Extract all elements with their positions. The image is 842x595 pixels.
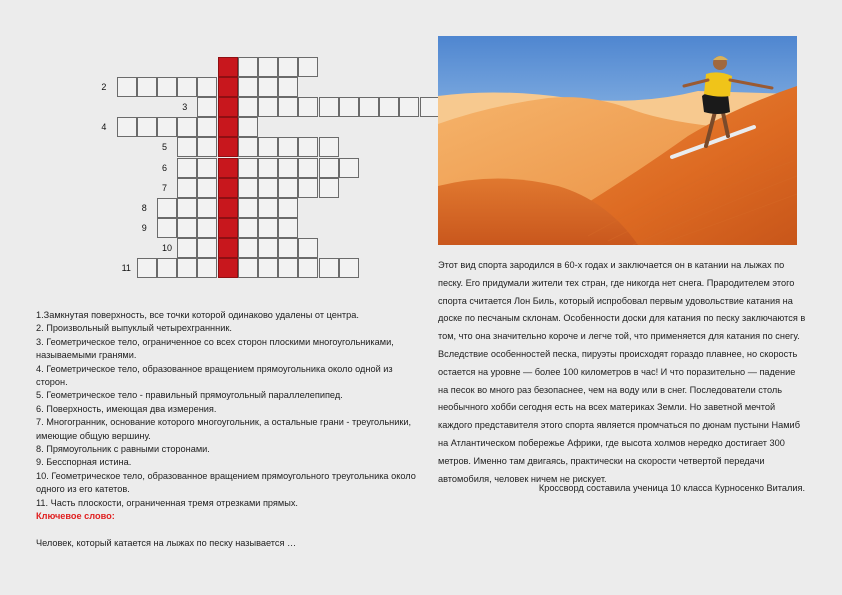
crossword-cell[interactable] bbox=[298, 137, 318, 157]
clue-number: 7 bbox=[162, 182, 168, 193]
crossword-cell[interactable] bbox=[157, 117, 177, 137]
crossword-cell[interactable] bbox=[319, 158, 339, 178]
crossword-cell[interactable] bbox=[258, 198, 278, 218]
crossword-cell[interactable] bbox=[238, 258, 258, 278]
crossword-cell[interactable] bbox=[197, 117, 217, 137]
keyword-label: Ключевое слово: bbox=[36, 511, 115, 522]
crossword-cell[interactable] bbox=[238, 198, 258, 218]
crossword-cell[interactable] bbox=[339, 258, 359, 278]
crossword-cell[interactable] bbox=[238, 57, 258, 77]
author-credit: Кроссворд составила ученица 10 класса Курносенко Виталия. bbox=[538, 483, 805, 493]
keyword-cell[interactable] bbox=[218, 158, 238, 178]
crossword-cell[interactable] bbox=[177, 238, 197, 258]
crossword-cell[interactable] bbox=[258, 258, 278, 278]
crossword-cell[interactable] bbox=[197, 238, 217, 258]
crossword-cell[interactable] bbox=[278, 198, 298, 218]
clue-number: 5 bbox=[162, 142, 168, 153]
clue-item: 9. Бесспорная истина. bbox=[36, 457, 132, 468]
keyword-cell[interactable] bbox=[218, 57, 238, 77]
crossword-cell[interactable] bbox=[238, 137, 258, 157]
crossword-cell[interactable] bbox=[420, 97, 440, 117]
crossword-cell[interactable] bbox=[258, 238, 278, 258]
clue-number: 10 bbox=[162, 242, 173, 253]
crossword-cell[interactable] bbox=[197, 198, 217, 218]
keyword-cell[interactable] bbox=[218, 238, 238, 258]
keyword-cell[interactable] bbox=[218, 258, 238, 278]
crossword-cell[interactable] bbox=[137, 77, 157, 97]
crossword-cell[interactable] bbox=[238, 77, 258, 97]
crossword-cell[interactable] bbox=[339, 158, 359, 178]
crossword-cell[interactable] bbox=[278, 258, 298, 278]
keyword-cell[interactable] bbox=[218, 97, 238, 117]
clue-number: 9 bbox=[141, 222, 147, 233]
article-text bbox=[438, 257, 808, 488]
crossword-cell[interactable] bbox=[278, 137, 298, 157]
crossword-cell[interactable] bbox=[177, 77, 197, 97]
crossword-cell[interactable] bbox=[319, 178, 339, 198]
crossword-cell[interactable] bbox=[298, 57, 318, 77]
crossword-cell[interactable] bbox=[177, 258, 197, 278]
keyword-cell[interactable] bbox=[218, 117, 238, 137]
crossword-cell[interactable] bbox=[359, 97, 379, 117]
crossword-cell[interactable] bbox=[238, 218, 258, 238]
crossword-cell[interactable] bbox=[197, 178, 217, 198]
crossword-cell[interactable] bbox=[278, 238, 298, 258]
clue-item: 11. Часть плоскости, ограниченная тремя отрезками прямых. bbox=[36, 497, 298, 508]
crossword-cell[interactable] bbox=[157, 258, 177, 278]
crossword-cell[interactable] bbox=[238, 238, 258, 258]
keyword-cell[interactable] bbox=[218, 77, 238, 97]
crossword-cell[interactable] bbox=[137, 117, 157, 137]
clue-items bbox=[36, 309, 416, 510]
crossword-cell[interactable] bbox=[197, 137, 217, 157]
crossword-cell[interactable] bbox=[177, 117, 197, 137]
keyword-cell[interactable] bbox=[218, 137, 238, 157]
crossword-cell[interactable] bbox=[258, 77, 278, 97]
crossword-cell[interactable] bbox=[298, 97, 318, 117]
crossword-cell[interactable] bbox=[278, 77, 298, 97]
crossword-cell[interactable] bbox=[399, 97, 419, 117]
crossword-cell[interactable] bbox=[197, 258, 217, 278]
crossword-cell[interactable] bbox=[177, 198, 197, 218]
crossword-cell[interactable] bbox=[177, 178, 197, 198]
clue-item: 6. Поверхность, имеющая два измерения. bbox=[36, 403, 217, 414]
crossword-cell[interactable] bbox=[238, 97, 258, 117]
keyword-cell[interactable] bbox=[218, 178, 238, 198]
clue-number: 3 bbox=[182, 102, 188, 113]
crossword-cell[interactable] bbox=[319, 137, 339, 157]
crossword-cell[interactable] bbox=[157, 218, 177, 238]
crossword-cell[interactable] bbox=[197, 218, 217, 238]
crossword-cell[interactable] bbox=[258, 57, 278, 77]
final-question: Человек, который катается на лыжах по песку называется … bbox=[36, 537, 297, 548]
crossword-grid bbox=[0, 0, 420, 300]
crossword-cell[interactable] bbox=[197, 77, 217, 97]
crossword-cell[interactable] bbox=[197, 97, 217, 117]
keyword-cell[interactable] bbox=[218, 198, 238, 218]
crossword-cell[interactable] bbox=[319, 258, 339, 278]
crossword-cell[interactable] bbox=[258, 158, 278, 178]
crossword-cell[interactable] bbox=[379, 97, 399, 117]
crossword-cell[interactable] bbox=[278, 57, 298, 77]
crossword-cell[interactable] bbox=[157, 77, 177, 97]
crossword-cell[interactable] bbox=[238, 178, 258, 198]
crossword-cell[interactable] bbox=[258, 178, 278, 198]
clue-number: 6 bbox=[162, 162, 168, 173]
crossword-cell[interactable] bbox=[278, 97, 298, 117]
crossword-cell[interactable] bbox=[278, 218, 298, 238]
keyword-cell[interactable] bbox=[218, 218, 238, 238]
crossword-cell[interactable] bbox=[339, 97, 359, 117]
crossword-cell[interactable] bbox=[117, 77, 137, 97]
sandboarding-photo bbox=[438, 36, 797, 245]
crossword-cell[interactable] bbox=[278, 178, 298, 198]
clue-number: 11 bbox=[121, 263, 131, 273]
clue-item: 7. Многогранник, основание которого многоугольник, а остальные грани - треугольники, имеющие общую вершину. bbox=[36, 417, 412, 441]
crossword-cell[interactable] bbox=[298, 258, 318, 278]
desert-image bbox=[438, 36, 797, 245]
crossword-cell[interactable] bbox=[238, 158, 258, 178]
crossword-cell[interactable] bbox=[258, 137, 278, 157]
clue-item: 8. Прямоугольник с равными сторонами. bbox=[36, 444, 210, 455]
crossword-cell[interactable] bbox=[319, 97, 339, 117]
clue-item: 4. Геометрическое тело, образованное вращением прямоугольника около одной из сторон. bbox=[36, 363, 393, 388]
crossword-cell[interactable] bbox=[298, 158, 318, 178]
clue-item: 5. Геометрическое тело - правильный прямоугольный параллелепипед. bbox=[36, 390, 343, 401]
clue-item: 1.Замкнутая поверхность, все точки которой одинаково удалены от центра. bbox=[36, 310, 359, 320]
crossword-cell[interactable] bbox=[238, 117, 258, 137]
clue-item: 3. Геометрическое тело, ограниченное со всех сторон плоскими многоугольниками, называемыми гранями. bbox=[36, 336, 394, 361]
crossword-cell[interactable] bbox=[117, 117, 137, 137]
crossword-cell[interactable] bbox=[197, 158, 217, 178]
crossword-cell[interactable] bbox=[177, 137, 197, 157]
article-paragraph: Этот вид спорта зародился в 60-х годах и заключается он в катании на лыжах по песку. Его придумали жители тех стран, где никогда нет снега. Прародителем этого спорта считается Лон Биль, который испробовал первым удовольствие катания на доске по песчаным склонам. Особенности доски для катания по песку заключаются в том, что она значительно короче и легче той, что применяется для катания по снегу. Вследствие особенностей песка, пируэты происходят гораздо плавнее, но скорость остается на уровне — более 100 километров в час! И что поразительно — падение на песок во много раз безопаснее, чем на воду или в снег. Последователи столь необычного хобби сегодня есть на всех материках Земли. Но заветной мечтой каждого представителя этого спорта является промчаться по дюнам пустыни Намиб на Атлантическом побережье Африки, где высота холмов нередко достигает 300 метров. Именно там двигаясь, практически на скорости четвертой передачи автомобиля, человек ничем не рискует. bbox=[438, 260, 806, 484]
crossword-cell[interactable] bbox=[157, 198, 177, 218]
crossword-cell[interactable] bbox=[258, 218, 278, 238]
crossword-cell[interactable] bbox=[137, 258, 157, 278]
clue-number: 8 bbox=[141, 202, 147, 213]
crossword-cell[interactable] bbox=[298, 178, 318, 198]
clue-number: 2 bbox=[101, 82, 107, 93]
clue-number: 4 bbox=[101, 122, 107, 133]
crossword-cell[interactable] bbox=[298, 238, 318, 258]
clue-item: 2. Произвольный выпуклый четырехграннник. bbox=[36, 323, 232, 334]
crossword-cell[interactable] bbox=[258, 97, 278, 117]
crossword-cell[interactable] bbox=[177, 158, 197, 178]
crossword-cell[interactable] bbox=[278, 158, 298, 178]
crossword-cell[interactable] bbox=[177, 218, 197, 238]
clue-item: 10. Геометрическое тело, образованное вращением прямоугольного треугольника около одного из его катетов. bbox=[36, 470, 416, 495]
clues-list bbox=[36, 309, 416, 550]
